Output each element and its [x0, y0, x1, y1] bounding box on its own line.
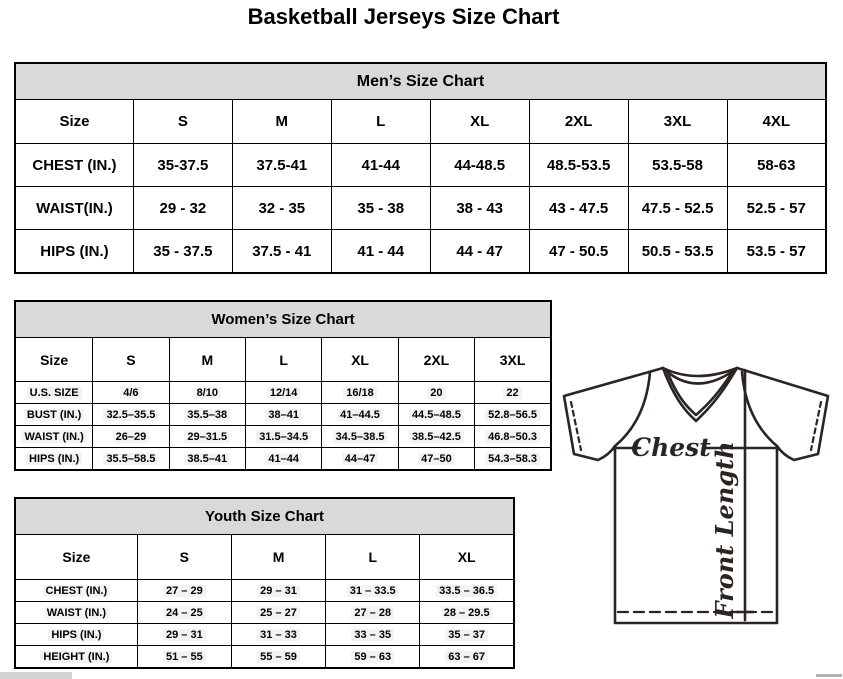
cell-text: 44.5–48.5 [409, 409, 464, 421]
mens-row-label: WAIST(IN.) [15, 187, 133, 230]
womens-value-cell [169, 404, 245, 426]
womens-value-cell [322, 426, 398, 448]
womens-value-cell [245, 448, 321, 471]
mens-value-cell: 37.5 - 41 [232, 230, 331, 274]
womens-value-cell [475, 448, 551, 471]
womens-value-cell [245, 404, 321, 426]
youth-value-cell [137, 602, 231, 624]
cell-text: 28 – 29.5 [441, 607, 493, 619]
womens-column-header-L: L [245, 338, 321, 382]
mens-value-cell: 53.5 - 57 [727, 230, 826, 274]
womens-data-row-3 [15, 448, 551, 471]
mens-data-row-2 [15, 230, 826, 274]
womens-value-cell [475, 426, 551, 448]
mens-column-header-2XL: 2XL [529, 100, 628, 144]
mens-value-cell: 41-44 [331, 144, 430, 187]
cell-text: 46.8–50.3 [485, 431, 540, 443]
mens-value-cell: 37.5-41 [232, 144, 331, 187]
page-title: Basketball Jerseys Size Chart [247, 4, 560, 29]
mens-value-cell: 35-37.5 [133, 144, 232, 187]
womens-value-cell [245, 426, 321, 448]
womens-value-cell [398, 426, 474, 448]
cell-text: HIPS (IN.) [48, 629, 104, 641]
cell-text: 33 – 35 [351, 629, 394, 641]
cell-text: 38–41 [265, 409, 302, 421]
youth-column-header-XL: XL [420, 535, 514, 580]
jersey-outline [564, 368, 828, 623]
cell-text: HIPS (IN.) [26, 453, 82, 465]
youth-value-cell [231, 580, 325, 602]
mens-value-cell: 35 - 38 [331, 187, 430, 230]
mens-value-cell: 29 - 32 [133, 187, 232, 230]
jersey-measurement-diagram [554, 362, 842, 674]
youth-column-header-L: L [326, 535, 420, 580]
womens-table-title: Women’s Size Chart [15, 301, 551, 338]
womens-data-row-1 [15, 404, 551, 426]
womens-value-cell [398, 448, 474, 471]
womens-value-cell [475, 404, 551, 426]
cell-text: 20 [427, 387, 445, 399]
womens-value-cell [398, 404, 474, 426]
womens-column-header-M: M [169, 338, 245, 382]
cell-text: 35.5–38 [184, 409, 230, 421]
womens-column-header-XL: XL [322, 338, 398, 382]
cell-text: 32.5–35.5 [103, 409, 158, 421]
womens-value-cell [322, 448, 398, 471]
youth-value-cell [326, 624, 420, 646]
womens-row-label [15, 382, 93, 404]
mens-column-header-XL: XL [430, 100, 529, 144]
scrollbar-fragment[interactable] [816, 674, 842, 677]
cell-text: 55 – 59 [257, 651, 300, 663]
mens-column-header-L: L [331, 100, 430, 144]
womens-value-cell [169, 448, 245, 471]
mens-value-cell: 47.5 - 52.5 [628, 187, 727, 230]
cell-text: 59 – 63 [351, 651, 394, 663]
mens-value-cell: 35 - 37.5 [133, 230, 232, 274]
youth-column-header-S: S [137, 535, 231, 580]
cell-text: BUST (IN.) [24, 409, 84, 421]
womens-row-label [15, 448, 93, 471]
mens-size-header-cell: Size [15, 100, 133, 144]
cell-text: WAIST (IN.) [21, 431, 86, 443]
mens-value-cell: 43 - 47.5 [529, 187, 628, 230]
youth-value-cell [420, 580, 514, 602]
mens-header-row [15, 100, 826, 144]
cell-text: 34.5–38.5 [333, 431, 388, 443]
womens-value-cell [169, 426, 245, 448]
cell-text: HEIGHT (IN.) [40, 651, 112, 663]
womens-value-cell [322, 382, 398, 404]
womens-value-cell [93, 448, 169, 471]
mens-size-table [14, 62, 827, 274]
womens-header-row [15, 338, 551, 382]
mens-column-header-4XL: 4XL [727, 100, 826, 144]
mens-value-cell: 48.5-53.5 [529, 144, 628, 187]
youth-value-cell [326, 602, 420, 624]
womens-column-header-S: S [93, 338, 169, 382]
cell-text: 51 – 55 [163, 651, 206, 663]
cell-text: 44–47 [342, 453, 379, 465]
youth-value-cell [420, 624, 514, 646]
youth-header-row [15, 535, 514, 580]
mens-value-cell: 47 - 50.5 [529, 230, 628, 274]
cell-text: WAIST (IN.) [44, 607, 109, 619]
chest-label: Chest [631, 433, 711, 462]
youth-row-label [15, 580, 137, 602]
womens-value-cell [475, 382, 551, 404]
womens-value-cell [93, 404, 169, 426]
mens-value-cell: 50.5 - 53.5 [628, 230, 727, 274]
cell-text: 33.5 – 36.5 [436, 585, 497, 597]
youth-data-row-0 [15, 580, 514, 602]
jersey-diagram-svg [554, 362, 842, 674]
mens-data-row-0 [15, 144, 826, 187]
cell-text: 4/6 [120, 387, 141, 399]
mens-value-cell: 32 - 35 [232, 187, 331, 230]
cell-text: 63 – 67 [445, 651, 488, 663]
youth-value-cell [137, 624, 231, 646]
womens-value-cell [93, 382, 169, 404]
youth-value-cell [326, 580, 420, 602]
cell-text: 12/14 [267, 387, 301, 399]
womens-row-label [15, 426, 93, 448]
mens-value-cell: 38 - 43 [430, 187, 529, 230]
youth-size-table [14, 497, 515, 669]
mens-table-title: Men’s Size Chart [15, 63, 826, 100]
mens-value-cell: 52.5 - 57 [727, 187, 826, 230]
cell-text: CHEST (IN.) [43, 585, 111, 597]
womens-column-header-3XL: 3XL [475, 338, 551, 382]
horizontal-scrollbar-thumb[interactable] [0, 672, 72, 679]
cell-text: 52.8–56.5 [485, 409, 540, 421]
cell-text: 24 – 25 [163, 607, 206, 619]
youth-value-cell [231, 646, 325, 669]
mens-row-label: CHEST (IN.) [15, 144, 133, 187]
womens-value-cell [398, 382, 474, 404]
womens-value-cell [245, 382, 321, 404]
cell-text: 38.5–41 [184, 453, 230, 465]
cell-text: 29 – 31 [257, 585, 300, 597]
youth-value-cell [326, 646, 420, 669]
mens-table-title-row [15, 63, 826, 100]
cell-text: U.S. SIZE [27, 387, 82, 399]
cell-text: 31 – 33.5 [347, 585, 399, 597]
mens-value-cell: 58-63 [727, 144, 826, 187]
mens-data-row-1 [15, 187, 826, 230]
mens-column-header-3XL: 3XL [628, 100, 727, 144]
cell-text: 35.5–58.5 [103, 453, 158, 465]
cell-text: 41–44 [265, 453, 302, 465]
cell-text: 27 – 29 [163, 585, 206, 597]
cell-text: 8/10 [194, 387, 221, 399]
womens-row-label [15, 404, 93, 426]
cell-text: 47–50 [418, 453, 455, 465]
youth-row-label [15, 624, 137, 646]
cell-text: 29 – 31 [163, 629, 206, 641]
cell-text: 22 [503, 387, 521, 399]
youth-value-cell [420, 646, 514, 669]
cell-text: 29–31.5 [184, 431, 230, 443]
youth-value-cell [137, 646, 231, 669]
mens-value-cell: 53.5-58 [628, 144, 727, 187]
cell-text: 54.3–58.3 [485, 453, 540, 465]
mens-column-header-S: S [133, 100, 232, 144]
womens-value-cell [93, 426, 169, 448]
womens-column-header-2XL: 2XL [398, 338, 474, 382]
youth-value-cell [420, 602, 514, 624]
youth-value-cell [231, 602, 325, 624]
youth-data-row-3 [15, 646, 514, 669]
youth-data-row-1 [15, 602, 514, 624]
mens-column-header-M: M [232, 100, 331, 144]
mens-row-label: HIPS (IN.) [15, 230, 133, 274]
womens-value-cell [322, 404, 398, 426]
cell-text: 25 – 27 [257, 607, 300, 619]
youth-value-cell [137, 580, 231, 602]
womens-size-header-cell: Size [15, 338, 93, 382]
cell-text: 41–44.5 [337, 409, 383, 421]
youth-value-cell [231, 624, 325, 646]
cell-text: 27 – 28 [351, 607, 394, 619]
youth-row-label [15, 646, 137, 669]
womens-size-table [14, 300, 552, 471]
womens-data-row-0 [15, 382, 551, 404]
front-length-label: Front Length [710, 441, 739, 619]
cell-text: 35 – 37 [445, 629, 488, 641]
cell-text: 16/18 [343, 387, 377, 399]
womens-value-cell [169, 382, 245, 404]
womens-data-row-2 [15, 426, 551, 448]
cell-text: 26–29 [113, 431, 150, 443]
youth-size-header-cell: Size [15, 535, 137, 580]
youth-row-label [15, 602, 137, 624]
womens-table-title-row [15, 301, 551, 338]
mens-value-cell: 44-48.5 [430, 144, 529, 187]
youth-column-header-M: M [231, 535, 325, 580]
cell-text: 38.5–42.5 [409, 431, 464, 443]
cell-text: 31.5–34.5 [256, 431, 311, 443]
youth-table-title: Youth Size Chart [15, 498, 514, 535]
mens-value-cell: 41 - 44 [331, 230, 430, 274]
youth-table-title-row [15, 498, 514, 535]
youth-data-row-2 [15, 624, 514, 646]
mens-value-cell: 44 - 47 [430, 230, 529, 274]
cell-text: 31 – 33 [257, 629, 300, 641]
